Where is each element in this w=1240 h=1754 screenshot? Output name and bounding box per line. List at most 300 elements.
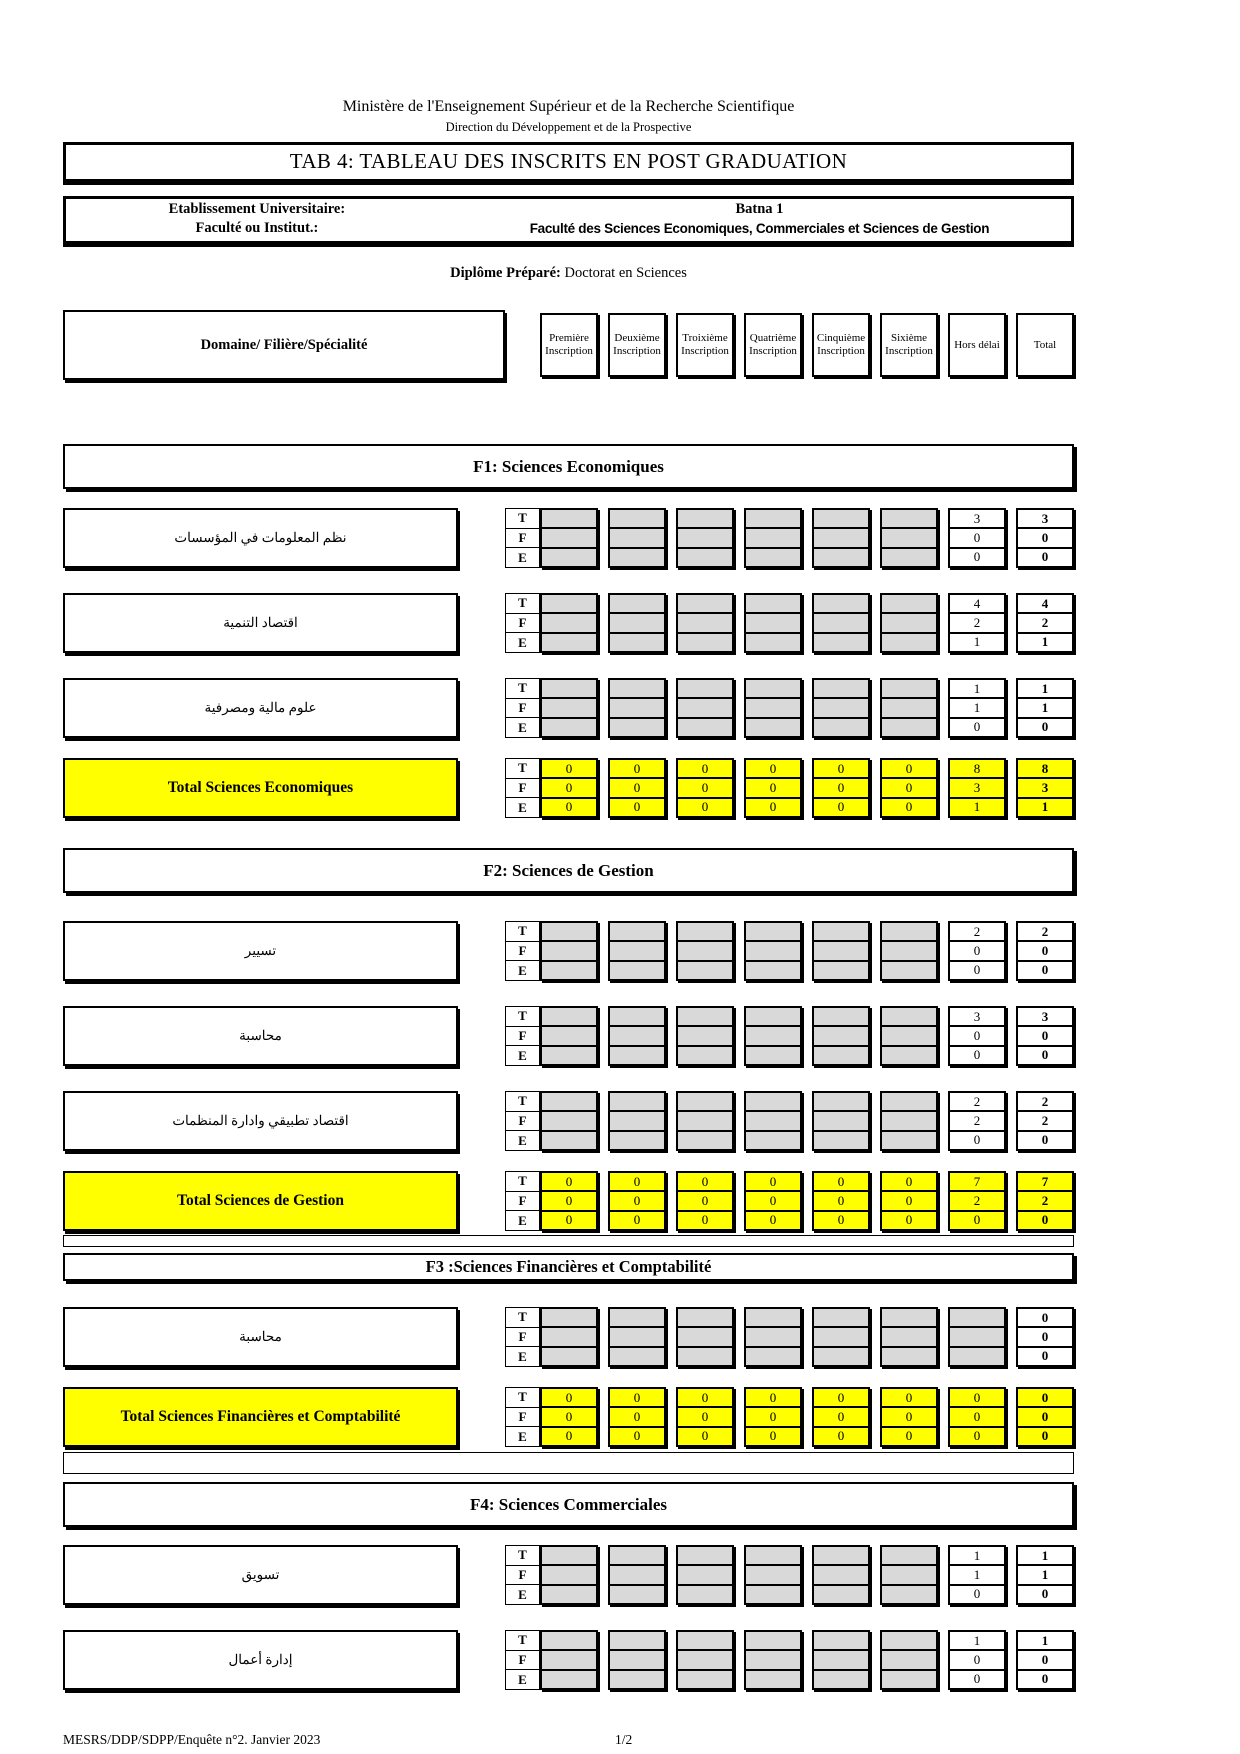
value-cell bbox=[814, 699, 868, 718]
total-row-label: Total Sciences de Gestion bbox=[63, 1171, 458, 1231]
value-column-5 bbox=[812, 1307, 870, 1367]
column-header-2: Deuxième Inscription bbox=[608, 313, 666, 377]
value-cell: 7 bbox=[1018, 1173, 1072, 1192]
value-column-7 bbox=[948, 758, 1006, 818]
value-cell bbox=[610, 1566, 664, 1585]
value-column-1 bbox=[540, 1307, 598, 1367]
value-cell: 0 bbox=[678, 1408, 732, 1427]
value-column-3 bbox=[676, 1307, 734, 1367]
value-column-1 bbox=[540, 1091, 598, 1151]
tfe-label: F bbox=[506, 1651, 539, 1671]
value-cell bbox=[542, 1047, 596, 1064]
value-cell: 0 bbox=[610, 1192, 664, 1211]
value-column-2 bbox=[608, 1545, 666, 1605]
value-cell bbox=[814, 1632, 868, 1651]
value-column-8 bbox=[1016, 678, 1074, 738]
value-cell bbox=[610, 1348, 664, 1365]
value-column-7 bbox=[948, 1307, 1006, 1367]
value-cell bbox=[746, 1586, 800, 1603]
value-cell: 3 bbox=[950, 510, 1004, 529]
value-cell: 0 bbox=[746, 1212, 800, 1229]
value-column-4 bbox=[744, 921, 802, 981]
value-cell: 0 bbox=[1041, 1348, 1049, 1364]
value-cell: 0 bbox=[814, 1408, 868, 1427]
value-cell bbox=[814, 510, 868, 529]
value-cell bbox=[610, 595, 664, 614]
value-cell bbox=[610, 1027, 664, 1046]
value-cell: 1 bbox=[973, 634, 981, 650]
value-cell: 1 bbox=[950, 1547, 1004, 1566]
value-cell bbox=[678, 962, 732, 979]
value-cell bbox=[814, 1309, 868, 1328]
value-cell bbox=[610, 529, 664, 548]
tfe-label: E bbox=[518, 799, 527, 815]
value-column-1 bbox=[540, 1545, 598, 1605]
value-cell: 0 bbox=[950, 1389, 1004, 1408]
value-cell: 0 bbox=[746, 760, 800, 779]
value-cell bbox=[610, 1632, 664, 1651]
value-cell bbox=[950, 1348, 1004, 1365]
tfe-label: T bbox=[506, 1546, 539, 1566]
diploma-line bbox=[63, 265, 1074, 282]
tfe-label: E bbox=[518, 1132, 527, 1148]
value-cell: 2 bbox=[1018, 1112, 1072, 1131]
specialty-label: محاسبة bbox=[63, 1006, 458, 1066]
value-cell bbox=[746, 614, 800, 633]
value-cell bbox=[882, 1309, 936, 1328]
value-column-7 bbox=[948, 1545, 1006, 1605]
value-column-4 bbox=[744, 1091, 802, 1151]
value-cell bbox=[678, 1586, 732, 1603]
value-cell: 3 bbox=[1018, 1008, 1072, 1027]
value-cell bbox=[542, 614, 596, 633]
value-cell: 0 bbox=[610, 779, 664, 798]
value-cell bbox=[814, 1348, 868, 1365]
tfe-label: T bbox=[506, 509, 539, 529]
value-cell bbox=[678, 942, 732, 961]
value-cell bbox=[542, 1309, 596, 1328]
value-cell: 1 bbox=[1018, 680, 1072, 699]
value-cell: 0 bbox=[678, 1212, 732, 1229]
value-cell: 0 bbox=[814, 1192, 868, 1211]
tfe-label: F bbox=[506, 942, 539, 962]
value-cell bbox=[610, 962, 664, 979]
tfe-label: E bbox=[518, 719, 527, 735]
value-column-6 bbox=[880, 921, 938, 981]
value-column-6 bbox=[880, 1006, 938, 1066]
value-cell: 0 bbox=[542, 1173, 596, 1192]
value-column-6 bbox=[880, 678, 938, 738]
value-cell: 0 bbox=[542, 1408, 596, 1427]
total-row bbox=[63, 1171, 1074, 1231]
value-cell bbox=[882, 680, 936, 699]
value-column-1 bbox=[540, 1006, 598, 1066]
tfe-label-column bbox=[505, 508, 540, 568]
value-cell bbox=[678, 923, 732, 942]
value-cell bbox=[746, 1566, 800, 1585]
value-cell: 0 bbox=[1018, 1651, 1072, 1670]
value-cell: 2 bbox=[1018, 1093, 1072, 1112]
value-cell bbox=[610, 923, 664, 942]
value-cell: 0 bbox=[542, 799, 596, 816]
value-cell: 0 bbox=[950, 1027, 1004, 1046]
value-cell bbox=[678, 1632, 732, 1651]
value-column-1 bbox=[540, 1630, 598, 1690]
value-cell: 0 bbox=[746, 1428, 800, 1445]
tfe-label-column bbox=[505, 1545, 540, 1605]
document-page bbox=[63, 0, 1074, 1752]
value-column-2 bbox=[608, 1171, 666, 1231]
tfe-label: F bbox=[506, 1566, 539, 1586]
value-column-1 bbox=[540, 1387, 598, 1447]
value-cell bbox=[678, 529, 732, 548]
table-row bbox=[63, 678, 1074, 738]
value-cell: 2 bbox=[950, 1192, 1004, 1211]
value-cell: 0 bbox=[882, 779, 936, 798]
tfe-label: T bbox=[506, 1092, 539, 1112]
value-cell: 0 bbox=[814, 779, 868, 798]
value-cell bbox=[678, 719, 732, 736]
tfe-label: F bbox=[506, 1192, 539, 1212]
value-column-2 bbox=[608, 1387, 666, 1447]
value-cell: 0 bbox=[973, 1671, 981, 1687]
value-cell: 2 bbox=[950, 614, 1004, 633]
value-cell: 0 bbox=[610, 1408, 664, 1427]
value-cell bbox=[746, 719, 800, 736]
value-column-6 bbox=[880, 1545, 938, 1605]
tfe-label: F bbox=[506, 779, 539, 799]
value-cell bbox=[746, 1027, 800, 1046]
value-cell bbox=[746, 1093, 800, 1112]
table-row bbox=[63, 593, 1074, 653]
value-cell: 0 bbox=[678, 1428, 732, 1445]
value-column-7 bbox=[948, 1006, 1006, 1066]
value-column-1 bbox=[540, 678, 598, 738]
value-cell bbox=[678, 699, 732, 718]
value-cell bbox=[882, 1586, 936, 1603]
value-cell bbox=[746, 1651, 800, 1670]
tfe-label-column bbox=[505, 1387, 540, 1447]
tfe-label-column bbox=[505, 1630, 540, 1690]
value-cell bbox=[678, 1112, 732, 1131]
value-cell: 0 bbox=[610, 799, 664, 816]
value-column-8 bbox=[1016, 1171, 1074, 1231]
value-cell bbox=[814, 942, 868, 961]
value-column-5 bbox=[812, 758, 870, 818]
value-cell bbox=[678, 1027, 732, 1046]
value-cell: 8 bbox=[1018, 760, 1072, 779]
value-column-2 bbox=[608, 678, 666, 738]
column-header-1: Première Inscription bbox=[540, 313, 598, 377]
tfe-label-column bbox=[505, 758, 540, 818]
value-cell bbox=[882, 1632, 936, 1651]
column-header-6: Sixième Inscription bbox=[880, 313, 938, 377]
value-cell bbox=[950, 1309, 1004, 1328]
tfe-label: T bbox=[506, 1308, 539, 1328]
value-cell bbox=[814, 1547, 868, 1566]
tfe-label: F bbox=[506, 1408, 539, 1428]
value-cell: 2 bbox=[950, 1112, 1004, 1131]
specialty-label: إدارة أعمال bbox=[63, 1630, 458, 1690]
value-cell: 1 bbox=[950, 699, 1004, 718]
value-column-8 bbox=[1016, 921, 1074, 981]
value-cell bbox=[542, 1651, 596, 1670]
value-cell bbox=[542, 1112, 596, 1131]
value-column-3 bbox=[676, 1387, 734, 1447]
value-cell bbox=[542, 962, 596, 979]
value-cell: 0 bbox=[1018, 529, 1072, 548]
value-cell bbox=[678, 1328, 732, 1347]
value-cell bbox=[814, 634, 868, 651]
value-column-4 bbox=[744, 1171, 802, 1231]
value-cell bbox=[542, 549, 596, 566]
value-column-6 bbox=[880, 1307, 938, 1367]
value-column-1 bbox=[540, 508, 598, 568]
value-cell: 0 bbox=[950, 1651, 1004, 1670]
value-column-3 bbox=[676, 1630, 734, 1690]
tfe-label: E bbox=[518, 1348, 527, 1364]
value-cell bbox=[814, 923, 868, 942]
value-cell bbox=[882, 595, 936, 614]
value-cell bbox=[610, 1671, 664, 1688]
value-column-4 bbox=[744, 1630, 802, 1690]
value-column-4 bbox=[744, 1006, 802, 1066]
tfe-label: T bbox=[506, 594, 539, 614]
value-column-4 bbox=[744, 508, 802, 568]
value-cell bbox=[882, 1671, 936, 1688]
value-cell: 0 bbox=[973, 1132, 981, 1148]
value-cell: 0 bbox=[746, 779, 800, 798]
value-cell: 3 bbox=[950, 1008, 1004, 1027]
value-cell bbox=[746, 510, 800, 529]
value-column-7 bbox=[948, 508, 1006, 568]
value-cell: 1 bbox=[1041, 634, 1049, 650]
tfe-label: E bbox=[518, 1671, 527, 1687]
value-column-7 bbox=[948, 1630, 1006, 1690]
value-cell: 0 bbox=[678, 799, 732, 816]
value-cell bbox=[542, 1027, 596, 1046]
value-column-1 bbox=[540, 758, 598, 818]
value-cell: 0 bbox=[542, 779, 596, 798]
value-cell: 0 bbox=[542, 1428, 596, 1445]
value-cell: 0 bbox=[1041, 962, 1049, 978]
value-cell bbox=[542, 1632, 596, 1651]
value-cell: 0 bbox=[950, 942, 1004, 961]
value-cell bbox=[950, 1328, 1004, 1347]
value-cell bbox=[746, 549, 800, 566]
value-cell bbox=[746, 595, 800, 614]
tfe-label: E bbox=[518, 1428, 527, 1444]
value-cell bbox=[678, 1008, 732, 1027]
footer-page-number: 1/2 bbox=[615, 1732, 633, 1747]
value-cell bbox=[882, 719, 936, 736]
value-cell: 0 bbox=[882, 799, 936, 816]
value-column-8 bbox=[1016, 1006, 1074, 1066]
faculte-label: Faculté ou Institut.: bbox=[195, 220, 319, 236]
value-column-8 bbox=[1016, 593, 1074, 653]
value-cell bbox=[746, 942, 800, 961]
value-cell: 1 bbox=[950, 799, 1004, 816]
value-cell bbox=[746, 1328, 800, 1347]
value-cell: 0 bbox=[746, 1192, 800, 1211]
value-cell: 0 bbox=[1041, 1586, 1049, 1602]
value-cell: 3 bbox=[1018, 510, 1072, 529]
tfe-label: T bbox=[506, 759, 539, 779]
tfe-label-column bbox=[505, 593, 540, 653]
value-cell bbox=[746, 1632, 800, 1651]
value-cell bbox=[882, 1132, 936, 1149]
value-cell bbox=[882, 923, 936, 942]
value-cell bbox=[882, 699, 936, 718]
value-cell bbox=[882, 962, 936, 979]
value-cell bbox=[678, 680, 732, 699]
tfe-label: T bbox=[506, 679, 539, 699]
value-cell bbox=[882, 942, 936, 961]
value-cell: 0 bbox=[814, 1389, 868, 1408]
value-cell: 2 bbox=[1018, 923, 1072, 942]
value-cell bbox=[882, 1047, 936, 1064]
value-cell: 2 bbox=[950, 923, 1004, 942]
tfe-label: E bbox=[518, 1047, 527, 1063]
value-column-1 bbox=[540, 1171, 598, 1231]
tfe-label: F bbox=[506, 1328, 539, 1348]
value-cell: 0 bbox=[882, 1212, 936, 1229]
value-cell: 0 bbox=[678, 1192, 732, 1211]
value-column-3 bbox=[676, 593, 734, 653]
tfe-label-column bbox=[505, 1171, 540, 1231]
value-cell: 1 bbox=[1018, 1547, 1072, 1566]
faculte-value: Faculté des Sciences Economiques, Commerciales et Sciences de Gestion bbox=[529, 221, 990, 236]
value-cell: 0 bbox=[1018, 1428, 1072, 1445]
tfe-label: F bbox=[506, 1027, 539, 1047]
value-cell: 0 bbox=[973, 1586, 981, 1602]
tfe-label: T bbox=[506, 1007, 539, 1027]
value-cell bbox=[542, 1008, 596, 1027]
value-column-7 bbox=[948, 1091, 1006, 1151]
value-cell bbox=[814, 1328, 868, 1347]
tfe-label-column bbox=[505, 1307, 540, 1367]
value-cell: 2 bbox=[950, 1093, 1004, 1112]
value-cell bbox=[542, 1132, 596, 1149]
tfe-label-column bbox=[505, 678, 540, 738]
value-cell bbox=[678, 1093, 732, 1112]
value-cell: 2 bbox=[1018, 1192, 1072, 1211]
value-column-2 bbox=[608, 921, 666, 981]
value-cell: 1 bbox=[950, 680, 1004, 699]
value-column-8 bbox=[1016, 1387, 1074, 1447]
column-header-4: Quatrième Inscription bbox=[744, 313, 802, 377]
value-cell: 0 bbox=[882, 1389, 936, 1408]
column-header-3: Troixième Inscription bbox=[676, 313, 734, 377]
value-cell: 0 bbox=[1018, 1328, 1072, 1347]
value-cell bbox=[610, 1093, 664, 1112]
value-cell bbox=[882, 1027, 936, 1046]
value-cell bbox=[746, 529, 800, 548]
value-cell bbox=[678, 1651, 732, 1670]
value-cell bbox=[678, 1309, 732, 1328]
tfe-label: F bbox=[506, 1112, 539, 1132]
value-cell bbox=[882, 529, 936, 548]
value-cell bbox=[542, 1328, 596, 1347]
value-column-4 bbox=[744, 1307, 802, 1367]
specialty-label: اقتصاد التنمية bbox=[63, 593, 458, 653]
value-column-3 bbox=[676, 1545, 734, 1605]
value-cell bbox=[542, 942, 596, 961]
value-cell bbox=[610, 634, 664, 651]
value-cell bbox=[882, 510, 936, 529]
value-cell: 0 bbox=[814, 799, 868, 816]
value-cell: 0 bbox=[678, 760, 732, 779]
value-cell bbox=[610, 1309, 664, 1328]
table-sections bbox=[63, 444, 1074, 1690]
value-cell bbox=[746, 923, 800, 942]
specialty-label: نظم المعلومات في المؤسسات bbox=[63, 508, 458, 568]
diploma-value: Doctorat en Sciences bbox=[564, 265, 687, 281]
value-column-2 bbox=[608, 508, 666, 568]
value-cell bbox=[678, 614, 732, 633]
value-cell bbox=[814, 1566, 868, 1585]
value-cell bbox=[746, 1348, 800, 1365]
value-cell: 0 bbox=[1018, 1212, 1072, 1229]
value-cell: 0 bbox=[1018, 1309, 1072, 1328]
value-cell bbox=[542, 719, 596, 736]
value-column-6 bbox=[880, 1630, 938, 1690]
tfe-label-column bbox=[505, 921, 540, 981]
value-cell bbox=[610, 680, 664, 699]
value-cell bbox=[678, 510, 732, 529]
value-cell bbox=[746, 1047, 800, 1064]
document-title: TAB 4: TABLEAU DES INSCRITS EN POST GRADUATION bbox=[63, 142, 1074, 182]
value-cell: 0 bbox=[882, 760, 936, 779]
value-cell bbox=[610, 1132, 664, 1149]
column-header-5: Cinquième Inscription bbox=[812, 313, 870, 377]
table-row bbox=[63, 1630, 1074, 1690]
value-column-5 bbox=[812, 1006, 870, 1066]
tfe-label: F bbox=[506, 614, 539, 634]
value-cell: 3 bbox=[950, 779, 1004, 798]
tfe-label: T bbox=[506, 1631, 539, 1651]
value-column-8 bbox=[1016, 1307, 1074, 1367]
specialty-label: محاسبة bbox=[63, 1307, 458, 1367]
value-cell bbox=[814, 549, 868, 566]
table-row bbox=[63, 921, 1074, 981]
value-cell bbox=[678, 549, 732, 566]
value-cell bbox=[814, 1047, 868, 1064]
value-cell bbox=[610, 1547, 664, 1566]
value-cell bbox=[814, 680, 868, 699]
value-cell bbox=[814, 1027, 868, 1046]
value-cell: 0 bbox=[814, 1212, 868, 1229]
value-column-4 bbox=[744, 1387, 802, 1447]
value-cell: 1 bbox=[950, 1566, 1004, 1585]
value-cell bbox=[814, 1651, 868, 1670]
tfe-label: T bbox=[506, 922, 539, 942]
value-cell bbox=[610, 1651, 664, 1670]
value-cell bbox=[746, 1547, 800, 1566]
value-cell bbox=[882, 1112, 936, 1131]
value-column-3 bbox=[676, 921, 734, 981]
value-cell bbox=[542, 595, 596, 614]
value-cell: 0 bbox=[1041, 549, 1049, 565]
empty-row-strip bbox=[63, 1452, 1074, 1474]
tfe-label: E bbox=[518, 549, 527, 565]
value-cell bbox=[746, 1309, 800, 1328]
tfe-label: E bbox=[518, 1212, 527, 1228]
total-row-label: Total Sciences Financières et Comptabilité bbox=[63, 1387, 458, 1447]
specialty-label: علوم مالية ومصرفية bbox=[63, 678, 458, 738]
tfe-label: E bbox=[518, 962, 527, 978]
value-cell bbox=[746, 1671, 800, 1688]
